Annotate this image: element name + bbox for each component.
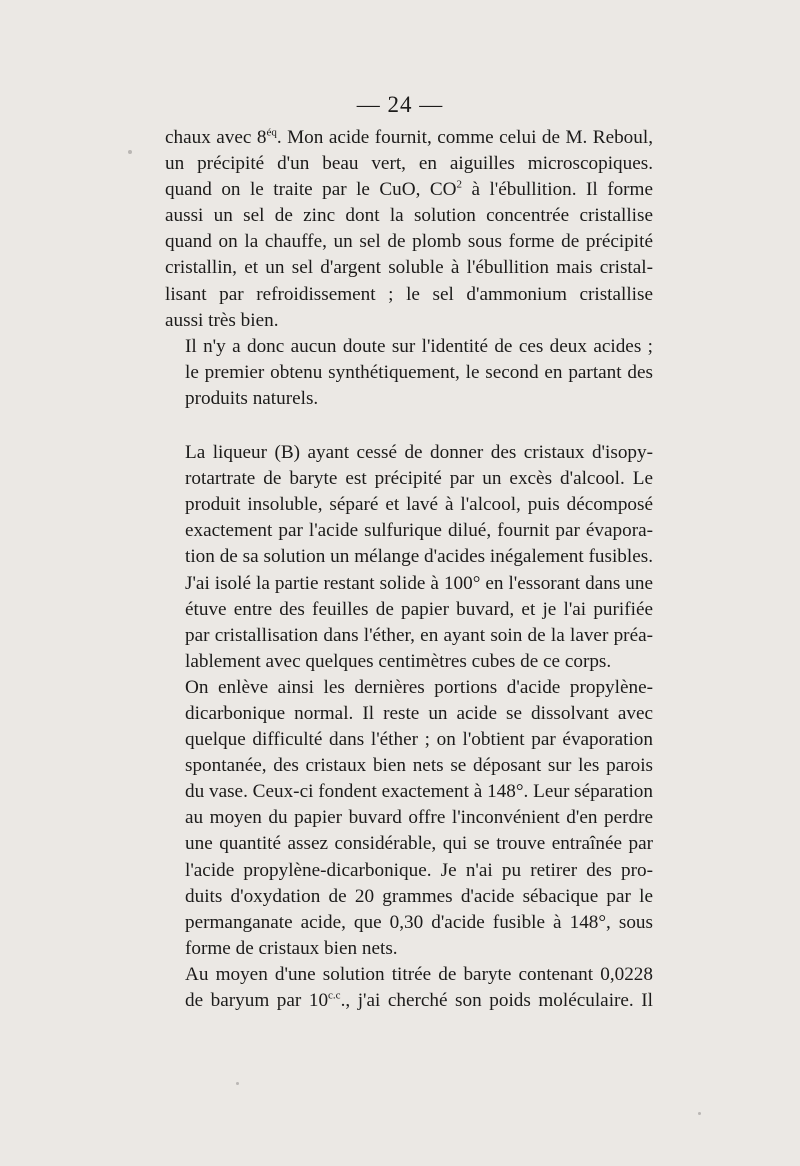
text-line: cristallin, et un sel d'argent soluble à l'ébullition mais cristal- (165, 257, 653, 279)
superscript: c.c (328, 989, 341, 1002)
page-number: — 24 — (356, 92, 444, 117)
text-line: lisant par refroidissement ; le sel d'ammonium cristallise (165, 283, 653, 305)
text-line: lablement avec quelques centimètres cubes de ce corps. (185, 650, 612, 672)
superscript: 2 (456, 178, 463, 191)
text-line: spontanée, des cristaux bien nets se déposant sur les parois (185, 755, 653, 777)
text-line: J'ai isolé la partie restant solide à 100° en l'essorant dans une (185, 572, 653, 594)
paragraph-1 (165, 125, 653, 334)
text-line: l'acide propylène-dicarbonique. Je n'ai pu retirer des pro- (185, 859, 653, 881)
text-line: aussi très bien. (165, 309, 279, 331)
text-line: au moyen du papier buvard offre l'inconvénient d'en perdre (185, 807, 653, 829)
body-text (165, 125, 653, 1014)
text-line: étuve entre des feuilles de papier buvard, et je l'ai purifiée (185, 598, 653, 620)
text-line: La liqueur (B) ayant cessé de donner des cristaux d'isopy- (185, 442, 653, 464)
paper-speck (236, 1082, 239, 1085)
paper-speck (698, 1112, 701, 1115)
text-line: Au moyen d'une solution titrée de baryte contenant 0,0228 (185, 963, 653, 985)
text-line: tion de sa solution un mélange d'acides inégalement fusibles. (185, 546, 653, 568)
paper-speck (128, 150, 132, 154)
text-line: permanganate acide, que 0,30 d'acide fusible à 148°, sous (185, 911, 653, 933)
text-line: par cristallisation dans l'éther, en ayant soin de la laver préa- (185, 624, 653, 646)
text-line: de baryum par $10^{c.c}$., j'ai cherché son poids moléculaire. Il (185, 989, 653, 1011)
text-line: produits naturels. (185, 387, 319, 409)
paragraph-3 (165, 440, 653, 675)
text-line: dicarbonique normal. Il reste un acide se dissolvant avec (185, 702, 653, 724)
text-line: rotartrate de baryte est précipité par un excès d'alcool. Le (185, 468, 653, 490)
text-line: le premier obtenu synthétiquement, le second en partant des (185, 361, 653, 383)
text-line: quand on le traite par le CuO, $CO^2$ à l'ébullition. Il forme (165, 178, 654, 201)
text-line: forme de cristaux bien nets. (185, 937, 398, 959)
text-line: quelque difficulté dans l'éther ; on l'obtient par évaporation (185, 729, 653, 751)
text-line: Il n'y a donc aucun doute sur l'identité de ces deux acides ; (185, 335, 653, 357)
text-line: une quantité assez considérable, qui se trouve entraînée par (185, 833, 653, 855)
text-line: aussi un sel de zinc dont la solution concentrée cristallise (165, 205, 653, 227)
paragraph-4 (165, 675, 653, 962)
text-line: exactement par l'acide sulfurique dilué, fournit par évapora- (185, 520, 653, 542)
text-line: duits d'oxydation de 20 grammes d'acide sébacique par le (185, 885, 653, 907)
text-line: produit insoluble, séparé et lavé à l'alcool, puis décomposé (185, 494, 653, 516)
text-line: chaux avec $8^{éq}$. Mon acide fournit, comme celui de M. Reboul, (165, 126, 653, 148)
text-line: du vase. Ceux-ci fondent exactement à 148°. Leur séparation (185, 781, 653, 803)
text-line: quand on la chauffe, un sel de plomb sous forme de précipité (165, 231, 653, 253)
superscript: éq (266, 126, 277, 139)
text-line: On enlève ainsi les dernières portions d'acide propylène- (185, 676, 653, 698)
text-line: un précipité d'un beau vert, en aiguilles microscopiques. (165, 153, 653, 175)
paragraph-2 (165, 334, 653, 412)
paragraph-5 (165, 962, 653, 1014)
